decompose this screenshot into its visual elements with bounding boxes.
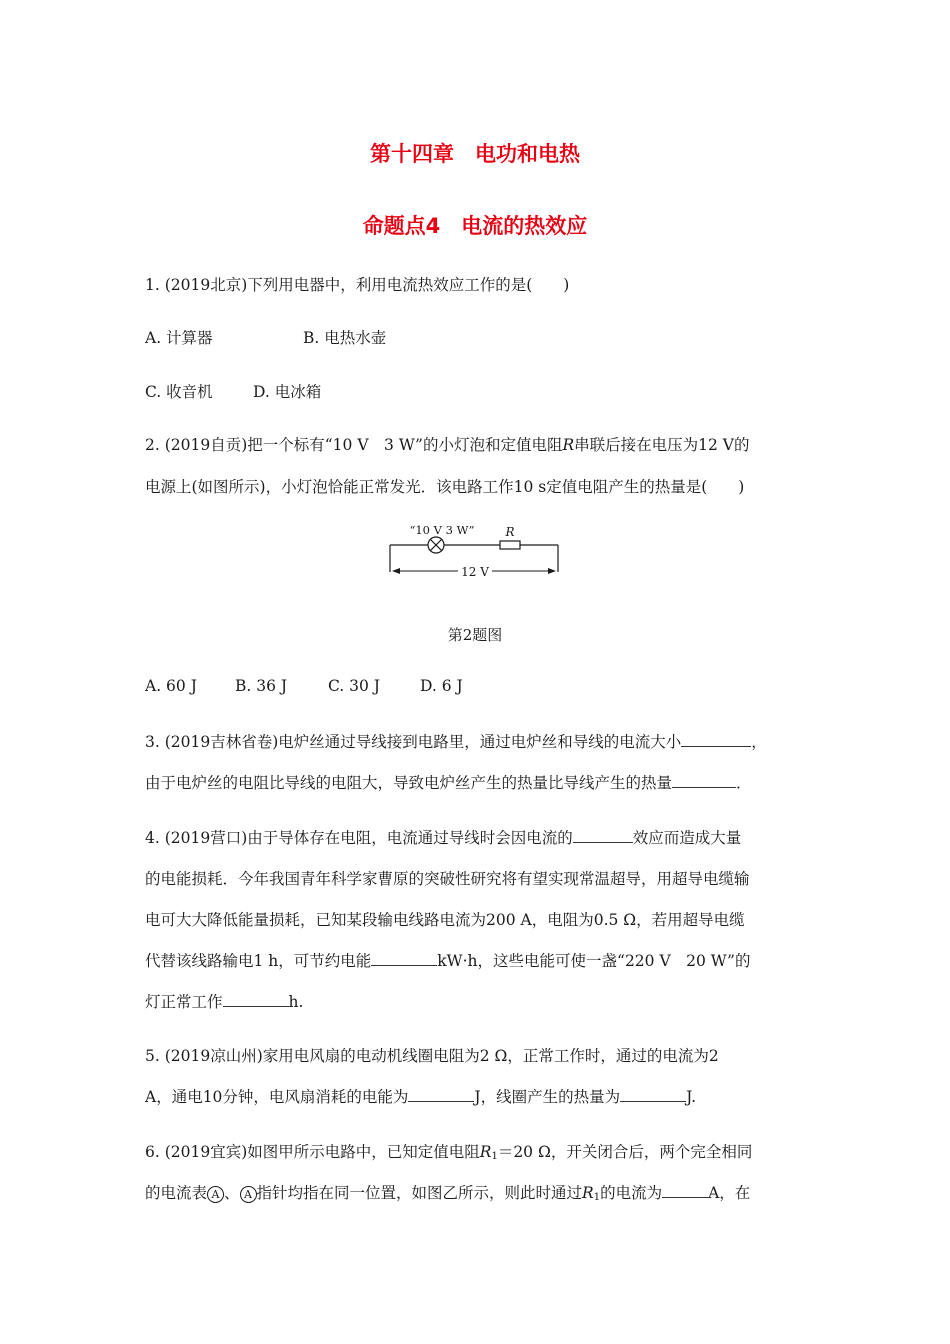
- figure-2-caption: 第2题图: [447, 626, 503, 644]
- answer-blank: [672, 773, 736, 788]
- question-6-line-1: 6. (2019宜宾)如图甲所示电路中，已知定值电阻$R_1=20$ Ω，开关闭合后，两个完全相同: [145, 1143, 753, 1162]
- question-3-line-2: 由于电炉丝的电阻比导线的电阻大，导致电炉丝产生的热量比导线产生的热量 ．: [145, 774, 752, 792]
- answer-blank: [408, 1087, 474, 1102]
- chapter-title: 第十四章 电功和电热: [370, 142, 580, 166]
- question-1-options-row-2: [145, 380, 321, 402]
- lamp-label: “10 V 3 W”: [409, 523, 475, 537]
- question-3-line-1: 3. (2019吉林省卷)电炉丝通过导线接到电路里，通过电炉丝和导线的电流大小 ，: [145, 733, 767, 751]
- answer-blank: [662, 1183, 708, 1198]
- resistor-label: R: [505, 525, 515, 539]
- question-1-option-c: C. 收音机: [145, 383, 213, 401]
- question-2-line-1: 2. (2019自贡)把一个标有“10 V 3 W”的小灯泡和定值电阻R串联后接在电压为12 V的: [145, 436, 750, 454]
- question-1-options-row-1: [145, 326, 386, 348]
- arrow-right-icon: [548, 568, 556, 574]
- voltage-label: 12 V: [461, 565, 489, 579]
- question-4-line-4: 代替该线路输电1 h，可节约电能 kW·h，这些电能可使一盏“220 V 20 W”的: [145, 952, 751, 970]
- question-4-line-1: 4. (2019营口)由于导体存在电阻，电流通过导线时会因电流的 效应而造成大量: [145, 829, 742, 847]
- circuit-diagram: [380, 515, 570, 580]
- answer-blank: [573, 828, 633, 843]
- arrow-left-icon: [392, 568, 400, 574]
- answer-blank: [620, 1087, 686, 1102]
- question-4-line-5: 灯正常工作 h.: [145, 993, 304, 1011]
- question-2-option-a: A. 60 J: [145, 677, 197, 695]
- section-title: 命题点4 电流的热效应: [362, 214, 588, 238]
- question-1-stem: 1. (2019北京)下列用电器中，利用电流热效应工作的是( ): [145, 276, 570, 294]
- question-6-line-2: 的电流表 A 、 A 指针均指在同一位置，如图乙所示，则此时通过$R_1$的电流为 A，在: [145, 1184, 751, 1203]
- answer-blank: [223, 992, 289, 1007]
- question-1-option-b: B. 电热水壶: [303, 329, 387, 347]
- ammeter-2-icon: A: [240, 1186, 257, 1203]
- question-2-line-2: 电源上(如图所示)，小灯泡恰能正常发光．该电路工作10 s定值电阻产生的热量是( ): [145, 478, 745, 496]
- question-2-option-c: C. 30 J: [328, 677, 381, 695]
- resistor-icon: [500, 541, 520, 549]
- answer-blank: [681, 732, 751, 747]
- question-1-option-d: D. 电冰箱: [253, 383, 322, 401]
- question-4-line-2: 的电能损耗．今年我国青年科学家曹原的突破性研究将有望实现常温超导，用超导电缆输: [145, 870, 750, 888]
- question-5-line-2: A，通电10分钟，电风扇消耗的电能为 J，线圈产生的热量为 J.: [145, 1088, 697, 1106]
- ammeter-1-icon: A: [207, 1186, 224, 1203]
- question-2-option-d: D. 6 J: [420, 677, 463, 695]
- answer-blank: [371, 951, 437, 966]
- question-1-option-a: A. 计算器: [145, 329, 213, 347]
- question-2-options: [145, 677, 463, 695]
- question-2-option-b: B. 36 J: [235, 677, 288, 695]
- question-5-line-1: 5. (2019凉山州)家用电风扇的电动机线圈电阻为2 Ω，正常工作时，通过的电流为2: [145, 1047, 719, 1065]
- question-4-line-3: 电可大大降低能量损耗，已知某段输电线路电流为200 A，电阻为0.5 Ω，若用超导电缆: [145, 911, 745, 929]
